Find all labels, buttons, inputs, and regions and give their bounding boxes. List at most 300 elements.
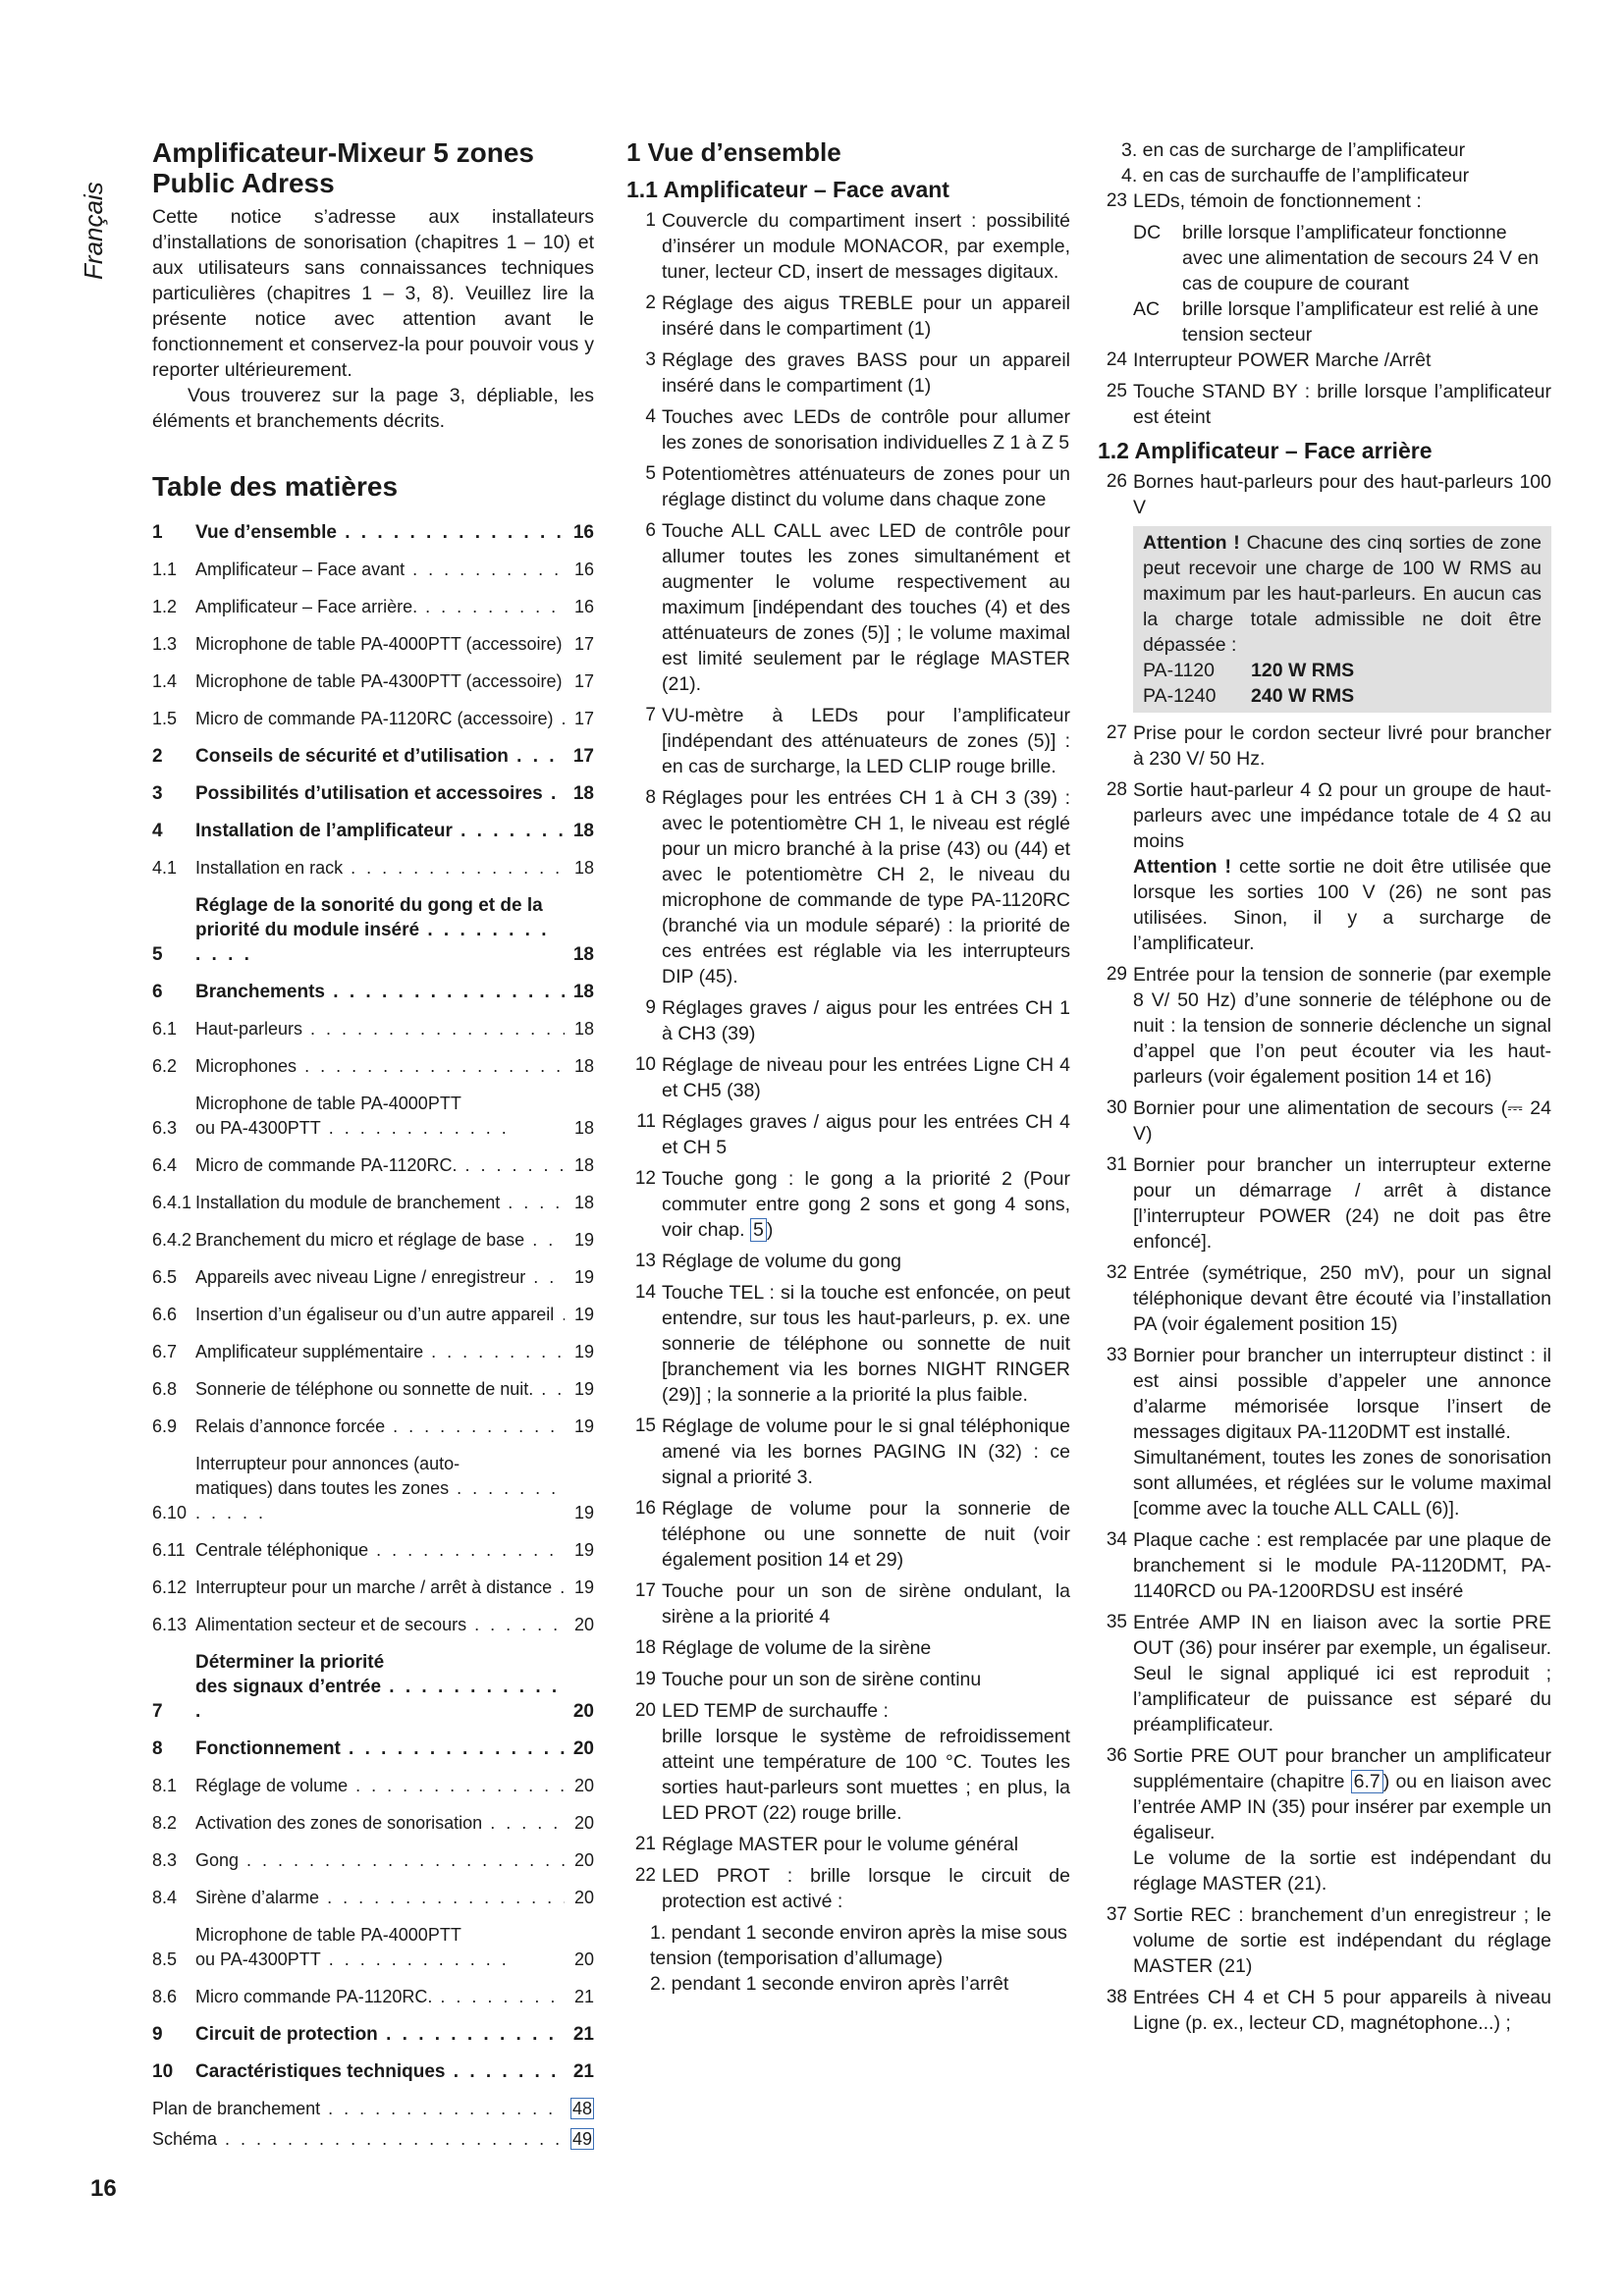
toc-text-line1: Interrupteur pour annonces (auto- bbox=[195, 1454, 460, 1473]
toc-page: 19 bbox=[573, 1379, 594, 1399]
item-main-text: Entrée AMP IN en liaison avec la sortie PRE OUT (36) pour insérer par exemple, un égaliseur. Seul le signal appliqué ici est reproduit ; l’amplificateur de puissance est séparé du préamplificateur. bbox=[1133, 1612, 1551, 1735]
list-item bbox=[626, 1863, 1070, 1914]
list-item bbox=[626, 995, 1070, 1046]
toc-text: Gong . . . bbox=[195, 1848, 565, 1873]
item-text bbox=[662, 995, 1070, 1046]
toc-page: 18 bbox=[572, 821, 594, 841]
item-text bbox=[662, 208, 1070, 285]
item-text bbox=[662, 1414, 1070, 1490]
toc-extra-entry[interactable] bbox=[152, 2097, 594, 2121]
toc-number: 6.11 bbox=[152, 1540, 186, 1560]
chapter-link[interactable]: 5 bbox=[750, 1218, 767, 1242]
toc-text: Branchement du micro et réglage de base . . . bbox=[195, 1228, 565, 1253]
list-item bbox=[1098, 1610, 1551, 1737]
list-item bbox=[626, 785, 1070, 989]
toc-page: 16 bbox=[572, 522, 594, 543]
item-main-text: Interrupteur POWER Marche /Arrêt bbox=[1133, 349, 1432, 371]
column-intro-toc bbox=[152, 137, 594, 2158]
item-text bbox=[662, 1667, 1070, 1692]
warning-box bbox=[1133, 526, 1551, 713]
toc-entry[interactable] bbox=[152, 1153, 594, 1178]
toc-number: 1.3 bbox=[152, 634, 178, 654]
toc-page: 21 bbox=[572, 2061, 594, 2082]
warning-text: Chacune des cinq sorties de zone peut recevoir une charge de 100 W RMS au maximum par les haut-parleurs. En aucun cas la charge totale admissible ne doit être dépassée : bbox=[1143, 532, 1542, 656]
list-item bbox=[626, 1249, 1070, 1274]
item-number: 25 bbox=[1106, 381, 1127, 401]
item-number: 9 bbox=[645, 997, 656, 1018]
prot-list-item: 1. pendant 1 seconde environ après la mise sous tension (temporisation d’allumage) bbox=[650, 1922, 1067, 1969]
toc-entry[interactable] bbox=[152, 1985, 594, 2009]
item-number: 11 bbox=[636, 1111, 656, 1132]
toc-text: Microphones . . . bbox=[195, 1054, 565, 1079]
item-number: 34 bbox=[1106, 1529, 1127, 1550]
toc-page: 20 bbox=[573, 1850, 594, 1870]
led-key: AC bbox=[1133, 298, 1161, 320]
item-number: 1 bbox=[645, 210, 656, 231]
toc-page: 17 bbox=[573, 634, 594, 654]
item-number: 32 bbox=[1106, 1262, 1127, 1283]
item-number: 15 bbox=[634, 1415, 656, 1436]
toc-text bbox=[195, 1650, 565, 1724]
led-entry bbox=[1133, 220, 1551, 296]
toc-number: 1.4 bbox=[152, 671, 178, 691]
toc-entry[interactable] bbox=[152, 1377, 594, 1402]
item-number: 17 bbox=[634, 1580, 656, 1601]
item-text bbox=[662, 1496, 1070, 1573]
item-number: 30 bbox=[1106, 1097, 1127, 1118]
toc-number: 6.1 bbox=[152, 1019, 178, 1039]
item-continuation: Simultanément, toutes les zones de sonorisation sont allumées, et réglées sur le volume maximal [comme avec la touche ALL CALL (6)]. bbox=[1133, 1447, 1551, 1520]
toc-text-line2: matiques) dans toutes les zones bbox=[195, 1478, 450, 1498]
list-item bbox=[626, 291, 1070, 342]
item-list bbox=[1098, 1902, 1551, 2036]
toc-entry[interactable] bbox=[152, 1017, 594, 1041]
toc-page: 18 bbox=[573, 1019, 594, 1039]
item-main-text: Touche STAND BY : brille lorsque l’amplificateur est éteint bbox=[1133, 381, 1551, 428]
toc-text: Branchements . . . bbox=[195, 980, 565, 1004]
item-main-text: LED PROT : brille lorsque le circuit de protection est activé : bbox=[662, 1865, 1070, 1912]
list-item bbox=[626, 1280, 1070, 1408]
toc-page: 19 bbox=[573, 1540, 594, 1560]
toc-text: Sirène d’alarme . . . bbox=[195, 1886, 565, 1910]
item-list bbox=[626, 208, 1070, 1914]
item-main-text: Bornier pour brancher un interrupteur distinct : il est ainsi possible d’appeler une annonce d’alarme mémorisée lorsque l’insert de messages digitaux PA-1120DMT est installé. bbox=[1133, 1345, 1551, 1443]
item-number: 4 bbox=[645, 406, 656, 427]
side-language-label bbox=[79, 133, 118, 280]
item-number: 10 bbox=[634, 1054, 656, 1075]
toc-text-line1: Déterminer la priorité bbox=[195, 1652, 385, 1673]
list-item bbox=[626, 1052, 1070, 1103]
item-main-text: Réglages pour les entrées CH 1 à CH 3 (39) : avec le potentiomètre CH 1, le niveau est réglé pour un micro branché à la prise (43) ou (44) et avec le potentiomètre CH 2, le niveau du microphone de commande de type PA-1120RC (branché via un module séparé) : la priorité de ces entrées est réglable via les interrupteurs DIP (45). bbox=[662, 787, 1070, 988]
item-main-text: Couvercle du compartiment insert : possibilité d’insérer un module MONACOR, par exemple, tuner, lecteur CD, insert de messages digitaux. bbox=[662, 210, 1070, 283]
item-main-text: Bornier pour brancher un interrupteur externe pour un démarrage / arrêt à distance [l’interrupteur POWER (24) ne doit pas être enfoncé]. bbox=[1133, 1154, 1551, 1253]
item-number: 24 bbox=[1106, 349, 1127, 370]
item-main-text: Sortie REC : branchement d’un enregistreur ; le volume de sortie est indépendant du réglage MASTER (21) bbox=[1133, 1904, 1551, 1977]
item-main-text: Touche gong : le gong a la priorité 2 (Pour commuter entre gong 2 sons et gong 4 sons, voir chap. bbox=[662, 1168, 1070, 1241]
toc-number: 6.6 bbox=[152, 1305, 178, 1324]
spec-value: 240 W RMS bbox=[1251, 685, 1355, 707]
toc-page: 20 bbox=[573, 1813, 594, 1833]
toc-number: 9 bbox=[152, 2024, 163, 2045]
toc-entry[interactable] bbox=[152, 1613, 594, 1637]
toc-entry[interactable] bbox=[152, 520, 594, 545]
toc-page: 19 bbox=[573, 1503, 594, 1522]
toc-entry[interactable] bbox=[152, 781, 594, 806]
toc-text bbox=[195, 1923, 565, 1972]
item-number: 22 bbox=[634, 1865, 656, 1886]
item-main-text: Réglages graves / aigus pour les entrées CH 1 à CH3 (39) bbox=[662, 997, 1070, 1044]
toc-text: Micro de commande PA-1120RC (accessoire) . . . bbox=[195, 707, 565, 731]
section-title: 1 Vue d’ensemble bbox=[626, 137, 841, 167]
list-item bbox=[626, 461, 1070, 512]
toc-text: Appareils avec niveau Ligne / enregistreur . . . bbox=[195, 1265, 565, 1290]
item-text bbox=[662, 1578, 1070, 1629]
toc-text: Haut-parleurs . . . bbox=[195, 1017, 565, 1041]
toc-entry[interactable] bbox=[152, 1774, 594, 1798]
item-main-text: Touche pour un son de sirène ondulant, la sirène a la priorité 4 bbox=[662, 1580, 1070, 1628]
toc-number: 6.12 bbox=[152, 1577, 188, 1597]
column-rear bbox=[1098, 137, 1551, 2042]
item-number: 8 bbox=[645, 787, 656, 808]
led-list bbox=[1133, 220, 1551, 347]
toc-page: 19 bbox=[573, 1577, 594, 1597]
toc-text: Amplificateur – Face arrière. . . . bbox=[195, 595, 565, 619]
item-main-text: Touches avec LEDs de contrôle pour allumer les zones de sonorisation individuelles Z 1 à Z 5 bbox=[662, 406, 1070, 454]
item-main-text: Touche TEL : si la touche est enfoncée, on peut entendre, sur tous les haut-parleurs, p. ex. une sonnerie de téléphone ou sonnette de nuit [branchement via les bornes NIGHT RINGER (29)] ; la sonnerie a la priorité la plus faible. bbox=[662, 1282, 1070, 1406]
toc-entry[interactable] bbox=[152, 1340, 594, 1364]
toc-entry[interactable] bbox=[152, 1191, 594, 1215]
toc-number: 8.1 bbox=[152, 1776, 178, 1795]
power-specs bbox=[1143, 658, 1542, 709]
list-item bbox=[1098, 1343, 1551, 1522]
item-main-text: Réglage MASTER pour le volume général bbox=[662, 1834, 1019, 1855]
toc-entry[interactable] bbox=[152, 1452, 594, 1525]
spec-model: PA-1240 bbox=[1143, 685, 1217, 707]
list-item: 23 LEDs, témoin de fonctionnement : bbox=[1106, 190, 1422, 212]
toc-page: 18 bbox=[573, 1193, 594, 1212]
toc-text: Installation de l’amplificateur . . . bbox=[195, 819, 565, 843]
toc-text: Possibilités d’utilisation et accessoires . . . bbox=[195, 781, 565, 806]
toc-page: 17 bbox=[573, 671, 594, 691]
toc-page: 18 bbox=[573, 1118, 594, 1138]
item-text bbox=[662, 785, 1070, 989]
toc-leader: . . . . . . . . . . . . bbox=[320, 1949, 510, 1969]
prot-list-item: 4. en cas de surchauffe de l’amplificateur bbox=[1121, 165, 1470, 187]
item-main-text: Touche pour un son de sirène continu bbox=[662, 1669, 982, 1690]
toc-text-line2: des signaux d’entrée bbox=[195, 1677, 382, 1697]
list-item bbox=[626, 404, 1070, 455]
toc-entry[interactable] bbox=[152, 1886, 594, 1910]
list-item bbox=[626, 1832, 1070, 1857]
toc-number: 6.13 bbox=[152, 1615, 188, 1634]
item-main-text: Réglage de volume pour la sonnerie de téléphone ou une sonnette de nuit (voir également position 14 et 29) bbox=[662, 1498, 1070, 1571]
prot-list bbox=[650, 1920, 1070, 1997]
item-text bbox=[662, 1280, 1070, 1408]
item-text bbox=[1133, 1902, 1551, 1979]
item-number: 21 bbox=[634, 1834, 656, 1854]
toc-text: Installation en rack . . . bbox=[195, 856, 565, 881]
list-item bbox=[1098, 962, 1551, 1090]
prot-list-continued bbox=[1121, 137, 1551, 188]
item-number: 37 bbox=[1106, 1904, 1127, 1925]
toc-number: 6.3 bbox=[152, 1118, 178, 1138]
subsection-title: 1.1 Amplificateur – Face avant bbox=[626, 177, 949, 202]
toc-text: Fonctionnement . . . bbox=[195, 1736, 565, 1761]
toc-page: 19 bbox=[573, 1267, 594, 1287]
item-number: 3 bbox=[645, 349, 656, 370]
toc-number: 6.4 bbox=[152, 1155, 178, 1175]
toc-entry[interactable] bbox=[152, 1265, 594, 1290]
item-main-text: Bornier pour une alimentation de secours (⎓ 24 V) bbox=[1133, 1097, 1551, 1145]
toc-text: Relais d’annonce forcée . . . bbox=[195, 1415, 565, 1439]
list-item bbox=[626, 1109, 1070, 1160]
toc-entry[interactable] bbox=[152, 1575, 594, 1600]
list-item bbox=[1098, 1260, 1551, 1337]
toc-entry[interactable] bbox=[152, 2059, 594, 2084]
item-text bbox=[1133, 962, 1551, 1090]
toc-entry[interactable] bbox=[152, 595, 594, 619]
toc-page: 20 bbox=[573, 1888, 594, 1907]
list-item bbox=[626, 703, 1070, 779]
toc-text-line1: Microphone de table PA-4000PTT bbox=[195, 1925, 461, 1945]
toc-page: 18 bbox=[573, 858, 594, 878]
item-text bbox=[1133, 1152, 1551, 1255]
toc-number: 3 bbox=[152, 783, 163, 804]
toc-entry[interactable] bbox=[152, 1092, 594, 1141]
item-main-text: Entrées CH 4 et CH 5 pour appareils à niveau Ligne (p. ex., lecteur CD, magnétophone...) ; bbox=[1133, 1987, 1551, 2034]
toc-text: Conseils de sécurité et d’utilisation . . . bbox=[195, 744, 565, 769]
toc-text: Caractéristiques techniques . . . bbox=[195, 2059, 565, 2084]
toc-number: 6 bbox=[152, 982, 163, 1002]
toc-entry[interactable] bbox=[152, 1650, 594, 1724]
item-number: 2 bbox=[645, 293, 656, 313]
item-text bbox=[1133, 1095, 1551, 1147]
page-number: 16 bbox=[90, 2175, 117, 2202]
list-item: 36 Sortie PRE OUT pour brancher un amplificateur supplémentaire (chapitre 6.7 ) ou en liaison avec l’entrée AMP IN (35) pour insérer par exemple un égaliseur. Le volume de la sortie est indépendant du réglage MASTER (21). bbox=[1106, 1745, 1551, 1895]
toc-text bbox=[195, 1092, 565, 1141]
toc-entry[interactable] bbox=[152, 856, 594, 881]
toc-page: 21 bbox=[572, 2024, 594, 2045]
list-item bbox=[1098, 1527, 1551, 1604]
item-main-text: Réglage de volume du gong bbox=[662, 1251, 901, 1272]
toc-number: 6.4.1 bbox=[152, 1193, 192, 1212]
toc-page: 18 bbox=[572, 944, 594, 965]
toc-page: 20 bbox=[573, 1776, 594, 1795]
led-entry bbox=[1133, 296, 1551, 347]
toc-page: 20 bbox=[572, 1701, 594, 1722]
toc-text: Microphone de table PA-4300PTT (accessoire) . . . bbox=[195, 669, 565, 694]
toc-text: Micro commande PA-1120RC. . . . bbox=[195, 1985, 565, 2009]
toc-text: Réglage de volume . . . bbox=[195, 1774, 565, 1798]
list-item bbox=[1098, 1902, 1551, 1979]
led-text: brille lorsque l’amplificateur fonctionne avec une alimentation de secours 24 V en cas de coupure de courant bbox=[1182, 222, 1540, 294]
toc-entry[interactable] bbox=[152, 669, 594, 694]
toc-page: 19 bbox=[573, 1230, 594, 1250]
item-text bbox=[662, 1698, 1070, 1826]
item-text bbox=[662, 518, 1070, 697]
item-number: 29 bbox=[1106, 964, 1127, 985]
toc-page: 17 bbox=[572, 746, 594, 767]
toc-page: 18 bbox=[572, 783, 594, 804]
toc-text: Microphone de table PA-4000PTT (accessoire) . . . bbox=[195, 632, 565, 657]
toc-page: 20 bbox=[573, 1949, 594, 1969]
toc-text: Insertion d’un égaliseur ou d’un autre appareil . . . bbox=[195, 1303, 565, 1327]
item-continuation: brille lorsque le système de refroidissement atteint une température de 100 °C. Toutes les sorties haut-parleurs sont muettes ; en plus, la LED PROT (22) rouge brille. bbox=[662, 1726, 1070, 1824]
item-text bbox=[662, 1052, 1070, 1103]
intro-paragraph-2: Vous trouverez sur la page 3, dépliable, les éléments et branchements décrits. bbox=[152, 385, 594, 432]
toc-number: 8 bbox=[152, 1738, 163, 1759]
toc-number: 1.1 bbox=[152, 560, 178, 579]
toc-entry[interactable] bbox=[152, 1811, 594, 1836]
toc-number: 8.2 bbox=[152, 1813, 178, 1833]
item-number: 33 bbox=[1106, 1345, 1127, 1365]
toc-entry[interactable] bbox=[152, 707, 594, 731]
item-text bbox=[1133, 1527, 1551, 1604]
page-link[interactable]: 48 bbox=[571, 2099, 592, 2118]
item-text bbox=[662, 291, 1070, 342]
toc-extra-entry[interactable] bbox=[152, 2127, 594, 2152]
item-main-text: Réglage de volume de la sirène bbox=[662, 1637, 932, 1659]
toc-text-line2: ou PA-4300PTT bbox=[195, 1949, 321, 1969]
item-text bbox=[662, 1635, 1070, 1661]
list-item bbox=[1098, 1152, 1551, 1255]
language-text: Français bbox=[79, 182, 108, 280]
item-number: 6 bbox=[645, 520, 656, 541]
toc-leader: . . . . . . . . . . . . bbox=[195, 1478, 560, 1522]
toc-number: 10 bbox=[152, 2061, 174, 2082]
item-number: 16 bbox=[634, 1498, 656, 1519]
item-main-text: Réglage des aigus TREBLE pour un appareil inséré dans le compartiment (1) bbox=[662, 293, 1070, 340]
item-text bbox=[1133, 1343, 1551, 1522]
item-main-text: VU-mètre à LEDs pour l’amplificateur [indépendant des atténuateurs de zones (5)] : en cas de surcharge, la LED CLIP rouge brille. bbox=[662, 705, 1070, 777]
list-item: 28 Sortie haut-parleur 4 Ω pour un groupe de haut-parleurs avec une impédance totale de 4 Ω au moins Attention ! cette sortie ne doit être utilisée que lorsque les sorties 100 V (26) ne sont pas utilisées. Sinon, il y a surcharge de l’amplificateur. bbox=[1106, 779, 1551, 954]
item-main-text: Réglage de volume pour le si gnal téléphonique amené via les bornes PAGING IN (32) : ce signal a priorité 3. bbox=[662, 1415, 1070, 1488]
list-item: 27 Prise pour le cordon secteur livré pour brancher à 230 V/ 50 Hz. bbox=[1106, 722, 1551, 770]
toc-entry[interactable] bbox=[152, 1848, 594, 1873]
toc-number: 8.3 bbox=[152, 1850, 178, 1870]
toc-entry[interactable] bbox=[152, 1923, 594, 1972]
item-list bbox=[1098, 347, 1551, 430]
toc-text-line2: priorité du module inséré bbox=[195, 920, 420, 940]
toc-text: Interrupteur pour un marche / arrêt à distance . . . bbox=[195, 1575, 565, 1600]
item-text bbox=[662, 404, 1070, 455]
list-item bbox=[626, 1496, 1070, 1573]
item-text bbox=[1133, 347, 1551, 373]
subsection-title: 1.2 Amplificateur – Face arrière bbox=[1098, 438, 1433, 463]
list-item bbox=[626, 1578, 1070, 1629]
toc-page: 18 bbox=[572, 982, 594, 1002]
toc-entry[interactable] bbox=[152, 1054, 594, 1079]
toc-leader: . . . . . . . . . . . . bbox=[195, 920, 550, 965]
toc-text: Circuit de protection . . . bbox=[195, 2022, 565, 2047]
intro-paragraph: Cette notice s’adresse aux installateurs d’installations de sonorisation (chapitres 1 – 10) et aux utilisateurs sans connaissances techniques particulières (chapitres 1 – 3, 8). Veuillez lire la présente notice avec attention avant le fonctionnement et conservez-la pour pouvoir vous y reporter ultérieurement. bbox=[152, 206, 594, 381]
toc-page: 20 bbox=[573, 1615, 594, 1634]
toc-entry[interactable] bbox=[152, 893, 594, 967]
toc-page: 16 bbox=[573, 560, 594, 579]
item-text bbox=[662, 461, 1070, 512]
toc-number: 6.10 bbox=[152, 1503, 188, 1522]
led-text: brille lorsque l’amplificateur est relié à une tension secteur bbox=[1182, 298, 1540, 346]
page-link[interactable]: 49 bbox=[571, 2129, 592, 2149]
toc-leader: . . . . . . . . . . . . bbox=[195, 1677, 561, 1722]
toc-entry[interactable] bbox=[152, 558, 594, 582]
item-text bbox=[662, 1109, 1070, 1160]
toc-page bbox=[565, 2127, 594, 2152]
toc-number: 8.5 bbox=[152, 1949, 178, 1969]
toc-entry[interactable] bbox=[152, 632, 594, 657]
toc-text-line1: Réglage de la sonorité du gong et de la bbox=[195, 895, 543, 916]
item-text bbox=[662, 703, 1070, 779]
item-main-text: Touche ALL CALL avec LED de contrôle pour allumer toutes les zones simultanément et augmenter le volume respectivement au maximum [indépendant des touches (4) et des atténuateurs de zones (5)] ; le volume maximal est limité seulement par le réglage MASTER (21). bbox=[662, 520, 1070, 695]
list-item bbox=[626, 1414, 1070, 1490]
toc-entry[interactable] bbox=[152, 980, 594, 1004]
item-text bbox=[662, 1863, 1070, 1914]
toc-text: Vue d’ensemble . . . bbox=[195, 520, 565, 545]
chapter-link[interactable]: 6.7 bbox=[1351, 1770, 1383, 1793]
toc-text: Plan de branchement . . . bbox=[152, 2097, 565, 2121]
item-text bbox=[662, 1832, 1070, 1857]
item-main-text: Plaque cache : est remplacée par une plaque de branchement si le module PA-1120DMT, PA-1140RCD ou PA-1200RDSU est inséré bbox=[1133, 1529, 1551, 1602]
led-key: DC bbox=[1133, 222, 1162, 243]
toc-text: Alimentation secteur et de secours . . . bbox=[195, 1613, 565, 1637]
toc-number: 6.5 bbox=[152, 1267, 178, 1287]
item-main-text: Entrée pour la tension de sonnerie (par exemple 8 V/ 50 Hz) d’une sonnerie de téléphone ou de nuit : la tension de sonnerie déclenche un signal d’appel que l’on peut écouter via les haut-parleurs (voir également position 14 et 16) bbox=[1133, 964, 1551, 1088]
toc-text-line1: Microphone de table PA-4000PTT bbox=[195, 1094, 461, 1113]
toc-text: Schéma . . . bbox=[152, 2127, 565, 2152]
spec-value: 120 W RMS bbox=[1251, 660, 1355, 681]
item-text bbox=[1133, 1985, 1551, 2036]
list-item bbox=[626, 1166, 1070, 1243]
list-item bbox=[626, 1635, 1070, 1661]
item-number: 38 bbox=[1106, 1987, 1127, 2007]
item-text bbox=[1133, 1610, 1551, 1737]
document-title: Amplificateur-Mixeur 5 zones Public Adress bbox=[152, 137, 534, 198]
toc-entry[interactable] bbox=[152, 1736, 594, 1761]
toc-entry[interactable] bbox=[152, 744, 594, 769]
toc-entry[interactable] bbox=[152, 819, 594, 843]
item-number: 31 bbox=[1106, 1154, 1127, 1175]
toc-entry[interactable] bbox=[152, 1303, 594, 1327]
toc-text: Amplificateur – Face avant . . . bbox=[195, 558, 565, 582]
toc-entry[interactable] bbox=[152, 1415, 594, 1439]
item-text bbox=[662, 347, 1070, 399]
toc-page: 19 bbox=[573, 1416, 594, 1436]
power-spec-row bbox=[1143, 658, 1542, 683]
toc-number: 2 bbox=[152, 746, 163, 767]
toc-page bbox=[565, 2097, 594, 2121]
toc-number: 7 bbox=[152, 1701, 163, 1722]
toc-number: 6.8 bbox=[152, 1379, 178, 1399]
item-number: 12 bbox=[634, 1168, 656, 1189]
toc-number: 8.4 bbox=[152, 1888, 178, 1907]
list-item: 26 Bornes haut-parleurs pour des haut-parleurs 100 V Attention ! Chacune des cinq sorties de zone peut recevoir une charge de 100 W RMS au maximum par les haut-parleurs. En aucun cas la charge totale admissible ne doit être dépassée : PA-1120 120 W RMS PA-1240 240 W RMS bbox=[1098, 469, 1551, 721]
table-of-contents bbox=[152, 520, 594, 2152]
toc-number: 1.5 bbox=[152, 709, 178, 728]
toc-page: 21 bbox=[573, 1987, 594, 2006]
item-number: 19 bbox=[634, 1669, 656, 1689]
toc-number: 4 bbox=[152, 821, 163, 841]
toc-number: 6.4.2 bbox=[152, 1230, 192, 1250]
prot-list-item: 2. pendant 1 seconde environ après l’arrêt bbox=[650, 1973, 1009, 1995]
toc-text bbox=[195, 1452, 565, 1525]
toc-number: 1 bbox=[152, 522, 163, 543]
toc-text-line2: ou PA-4300PTT bbox=[195, 1118, 321, 1138]
toc-entry[interactable] bbox=[152, 1538, 594, 1563]
toc-text: Sonnerie de téléphone ou sonnette de nuit. . . . bbox=[195, 1377, 565, 1402]
toc-entry[interactable] bbox=[152, 2022, 594, 2047]
toc-entry[interactable] bbox=[152, 1228, 594, 1253]
item-number: 7 bbox=[645, 705, 656, 725]
